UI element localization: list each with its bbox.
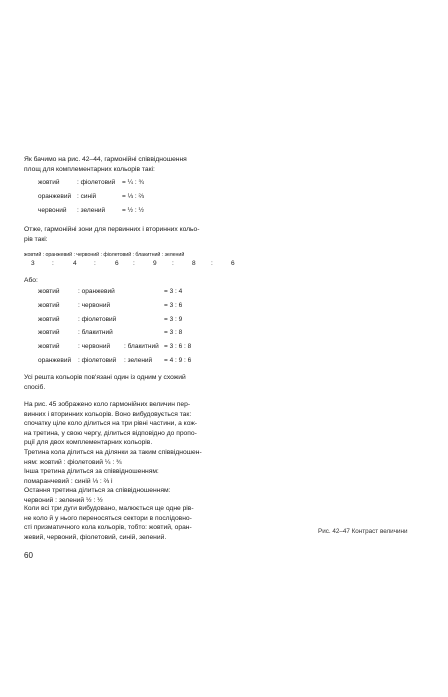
zones-intro-paragraph (24, 225, 238, 244)
color-name: : червоний (78, 343, 111, 350)
area-ratio: = 4 : 9 : 6 (164, 357, 192, 364)
color-name: : зелений (124, 357, 153, 364)
text-line: Інша третина ділиться за співвідношенням: (24, 468, 159, 476)
figure-caption: Рис. 42–47 Контраст величини (318, 528, 408, 535)
color-name: жовтий (38, 316, 60, 323)
page-number: 60 (24, 551, 33, 560)
color-name: жовтий (38, 302, 60, 309)
color-name: : фіолетовий (77, 179, 116, 186)
color-name: оранжевий (38, 357, 72, 364)
color-name: оранжевий (38, 193, 72, 200)
similar-relations-paragraph (24, 373, 238, 392)
final-paragraph (24, 504, 238, 542)
color-name: : фіолетовий (78, 316, 117, 323)
color-name: : оранжевий (78, 288, 115, 295)
area-ratio: = 3 : 9 (164, 316, 183, 323)
zone-number: 4 (73, 260, 77, 267)
text-line: сті призматичного кола кольорів, тобто: жовтий, оран- (24, 524, 192, 532)
text-line: Як бачимо на рис. 42–44, гармонійні співвідношення (24, 156, 187, 163)
text-line: Коли всі три дуги вибудовано, малюється ще одне рів- (24, 505, 194, 512)
text-line: червоний : зелений ½ : ½ (24, 496, 103, 504)
zone-separator: : (94, 260, 96, 267)
text-line: не коло й у нього переносяться сектори в послідовно- (24, 514, 192, 522)
color-name: : блакитний (124, 343, 159, 350)
area-ratio: = 3 : 4 (164, 288, 183, 295)
zones-numbers (24, 260, 238, 268)
color-name: : синій (77, 193, 97, 200)
zone-separator: : (52, 260, 54, 267)
zones-header: жовтий : оранжевий : червоний : фіолетовий : блакитний : зелений (24, 252, 185, 258)
color-name: жовтий (38, 179, 60, 186)
color-name: : блакитний (78, 329, 113, 336)
text-line: площ для комплементарних кольорів такі: (24, 165, 155, 173)
zone-separator: : (133, 260, 135, 267)
text-line: Остання третина ділиться за співвідношенням: (24, 487, 171, 495)
zone-number: 8 (192, 260, 196, 267)
text-line: На рис. 45 зображено коло гармонійних величин пер- (24, 401, 191, 408)
area-ratio: = ½ : ½ (122, 207, 144, 214)
color-name: : зелений (77, 207, 106, 214)
text-line: жевий, червоний, фіолетовий, синій, зелений. (24, 533, 167, 541)
text-line: Третина кола ділиться на ділянки за таким співвідношен- (24, 448, 202, 456)
zone-number: 3 (31, 260, 35, 267)
text-line: рції для двох комплементарних кольорів. (24, 439, 153, 447)
text-line: спочатку ціле коло ділиться на три рівні частини, а кож- (24, 420, 198, 428)
intro-paragraph (24, 155, 238, 174)
text-line: спосіб. (24, 383, 46, 391)
color-circle-paragraph (24, 400, 238, 506)
text-line: на третина, у свою чергу, ділиться відповідно до пропо- (24, 429, 197, 437)
color-name: жовтий (38, 288, 60, 295)
zone-number: 9 (153, 260, 157, 267)
zone-number: 6 (231, 260, 235, 267)
text-line: помаранчевий : синій ⅓ : ⅔ і (24, 477, 113, 485)
text-line: ням: жовтий : фіолетовий ¼ : ¾ (24, 458, 122, 466)
color-name: жовтий (38, 329, 60, 336)
color-name: червоний (38, 207, 67, 214)
color-name: жовтий (38, 343, 60, 350)
text-line: винних і вторинних кольорів. Воно вибудовується так: (24, 410, 192, 418)
area-ratio: = 3 : 6 : 8 (164, 343, 192, 350)
or-label: Або: (24, 277, 38, 284)
text-line: рів такі: (24, 235, 48, 243)
zone-separator: : (172, 260, 174, 267)
area-ratio: = ⅓ : ⅔ (122, 193, 144, 200)
zone-separator: : (211, 260, 213, 267)
area-ratio: = 3 : 8 (164, 329, 183, 336)
zone-number: 6 (115, 260, 119, 267)
text-line: Отже, гармонійні зони для первинних і вторинних кольо- (24, 226, 200, 233)
area-ratio: = 3 : 6 (164, 302, 183, 309)
color-name: : червоний (78, 302, 111, 309)
text-line: Усі решта кольорів пов'язані один із одним у схожий (24, 374, 186, 381)
color-name: : фіолетовий (78, 357, 117, 364)
area-ratio: = ¼ : ¾ (122, 179, 144, 186)
